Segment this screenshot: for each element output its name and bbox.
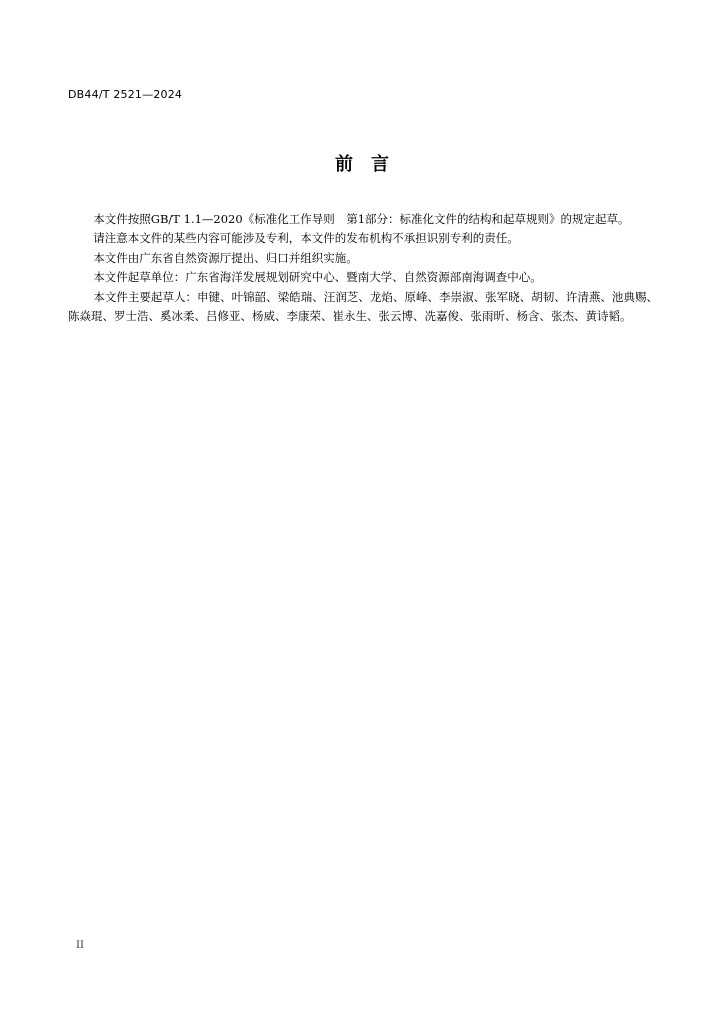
paragraph-patent-notice: 请注意本文件的某些内容可能涉及专利，本文件的发布机构不承担识别专利的责任。: [93, 231, 519, 246]
paragraph-drafting-units: 本文件起草单位：广东省海洋发展规划研究中心、暨南大学、自然资源部南海调查中心。: [93, 270, 542, 285]
page-number: II: [76, 940, 84, 951]
paragraph-drafting-rules: 本文件按照GB/T 1.1—2020《标准化工作导则 第1部分：标准化文件的结构和起草规则》的规定起草。: [93, 212, 630, 226]
paragraph-proposer: 本文件由广东省自然资源厅提出、归口并组织实施。: [93, 250, 358, 265]
foreword-body: [68, 210, 658, 326]
page-title: 前 言: [335, 154, 389, 175]
standard-code: DB44/T 2521—2024: [68, 88, 183, 101]
paragraph-drafters: 本文件主要起草人：申键、叶锦韶、梁皓瑞、汪润芝、龙焰、原峰、李崇淑、张军晓、胡韧、许清燕、池典赐、陈焱琨、罗士浩、奚冰柔、吕修亚、杨威、李康荣、崔永生、张云博、冼嘉俊、张雨昕、杨含、张杰、黄诗韬。: [68, 289, 658, 324]
